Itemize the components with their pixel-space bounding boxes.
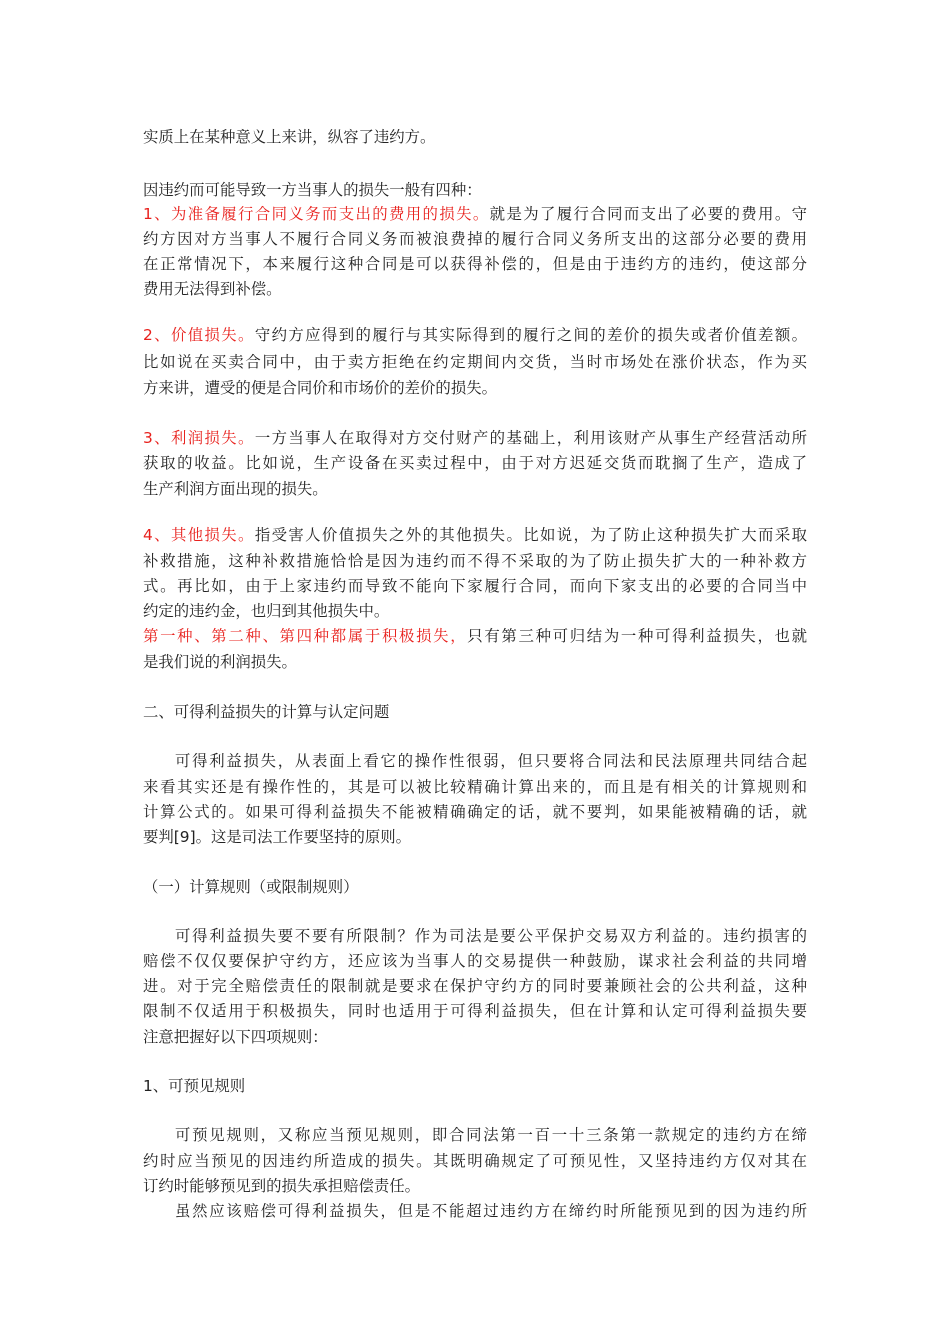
body-text: 1、可预见规则 [143,1077,246,1095]
body-text: 费用无法得到补偿。 [143,280,282,298]
body-text: 式。再比如，由于上家违约而导致不能向下家履行合同，而向下家支出的必要的合同当中 [143,577,807,595]
text-line [143,777,807,797]
highlight-text: 1、为准备履行合同义务而支出的费用的损失。 [143,205,490,223]
body-text: 生产利润方面出现的损失。 [143,480,328,498]
highlight-text: 2、价值损失。 [143,326,255,344]
text-line [143,576,807,596]
body-text: 虽然应该赔偿可得利益损失，但是不能超过违约方在缔约时所能预见到的因为违约所 [175,1202,807,1220]
text-line [143,525,807,545]
text-line [143,1176,420,1196]
body-text: 赔偿不仅仅要保护守约方，还应该为当事人的交易提供一种鼓励，谋求社会利益的共同增 [143,952,807,970]
body-text: 进。对于完全赔偿责任的限制就是要求在保护守约方的同时要兼顾社会的公共利益，这种 [143,977,807,995]
text-line [143,229,807,249]
body-text: 一方当事人在取得对方交付财产的基础上，利用该财产从事生产经营活动所 [254,429,807,447]
body-text: 计算公式的。如果可得利益损失不能被精确确定的话，就不要判，如果能被精确的话，就 [143,803,807,821]
text-line [143,1027,328,1047]
body-text: 订约时能够预见到的损失承担赔偿责任。 [143,1177,421,1195]
text-line [143,378,497,398]
text-line [143,428,807,448]
text-line [143,254,807,274]
body-text: 约时应当预见的因违约所造成的损失。其既明确规定了可预见性，又坚持违约方仅对其在 [143,1152,807,1170]
body-text: 守约方应得到的履行与其实际得到的履行之间的差价的损失或者价值差额。 [254,326,807,344]
body-text: 比如说在买卖合同中，由于卖方拒绝在约定期间内交货，当时市场处在涨价状态，作为买 [143,353,807,371]
body-text: 因违约而可能导致一方当事人的损失一般有四种： [143,181,482,199]
text-line [143,180,482,200]
body-text: （一）计算规则（或限制规则） [143,878,359,896]
highlight-text: 3、利润损失。 [143,429,255,447]
text-line [143,1201,807,1221]
body-text: 约方因对方当事人不履行合同义务而被浪费掉的履行合同义务所支出的这部分必要的费用 [143,230,807,248]
text-line [143,626,807,646]
text-line [143,1125,807,1145]
text-line [143,279,282,299]
text-line [143,1151,807,1171]
text-line [143,601,389,621]
text-line [143,751,807,771]
highlight-text: 第一种、第二种、第四种都属于积极损失， [143,627,468,645]
text-line [143,127,435,147]
body-text: 只有第三种可归结为一种可得利益损失，也就 [467,627,807,645]
text-line [143,325,807,345]
text-line [143,652,297,672]
body-text: 要判[9]。这是司法工作要坚持的原则。 [143,828,412,846]
body-text: 可得利益损失，从表面上看它的操作性很弱，但只要将合同法和民法原理共同结合起 [175,752,807,770]
body-text: 注意把握好以下四项规则： [143,1028,328,1046]
body-text: 就是为了履行合同而支出了必要的费用。守 [489,205,807,223]
highlight-text: 4、其他损失。 [143,526,255,544]
text-line [143,827,411,847]
body-text: 约定的违约金，也归到其他损失中。 [143,602,390,620]
text-line [143,877,358,897]
body-text: 二、可得利益损失的计算与认定问题 [143,703,390,721]
text-line [143,1076,245,1096]
text-line [143,551,807,571]
body-text: 可预见规则，又称应当预见规则，即合同法第一百一十三条第一款规定的违约方在缔 [175,1126,807,1144]
text-line [143,976,807,996]
text-line [143,479,328,499]
text-line [143,926,807,946]
body-text: 可得利益损失要不要有所限制？作为司法是要公平保护交易双方利益的。违约损害的 [175,927,807,945]
text-line [143,802,807,822]
text-line [143,204,807,224]
body-text: 在正常情况下，本来履行这种合同是可以获得补偿的，但是由于违约方的违约，使这部分 [143,255,807,273]
text-line [143,453,807,473]
body-text: 指受害人价值损失之外的其他损失。比如说，为了防止这种损失扩大而采取 [254,526,807,544]
body-text: 是我们说的利润损失。 [143,653,297,671]
body-text: 限制不仅适用于积极损失，同时也适用于可得利益损失，但在计算和认定可得利益损失要 [143,1002,807,1020]
body-text: 来看其实还是有操作性的，其是可以被比较精确计算出来的，而且是有相关的计算规则和 [143,778,807,796]
text-line [143,951,807,971]
text-line [143,1001,807,1021]
text-line [143,352,807,372]
body-text: 获取的收益。比如说，生产设备在买卖过程中，由于对方迟延交货而耽搁了生产，造成了 [143,454,807,472]
body-text: 方来讲，遭受的便是合同价和市场价的差价的损失。 [143,379,497,397]
body-text: 实质上在某种意义上来讲，纵容了违约方。 [143,128,436,146]
text-line [143,702,389,722]
body-text: 补救措施，这种补救措施恰恰是因为违约而不得不采取的为了防止损失扩大的一种补救方 [143,552,807,570]
